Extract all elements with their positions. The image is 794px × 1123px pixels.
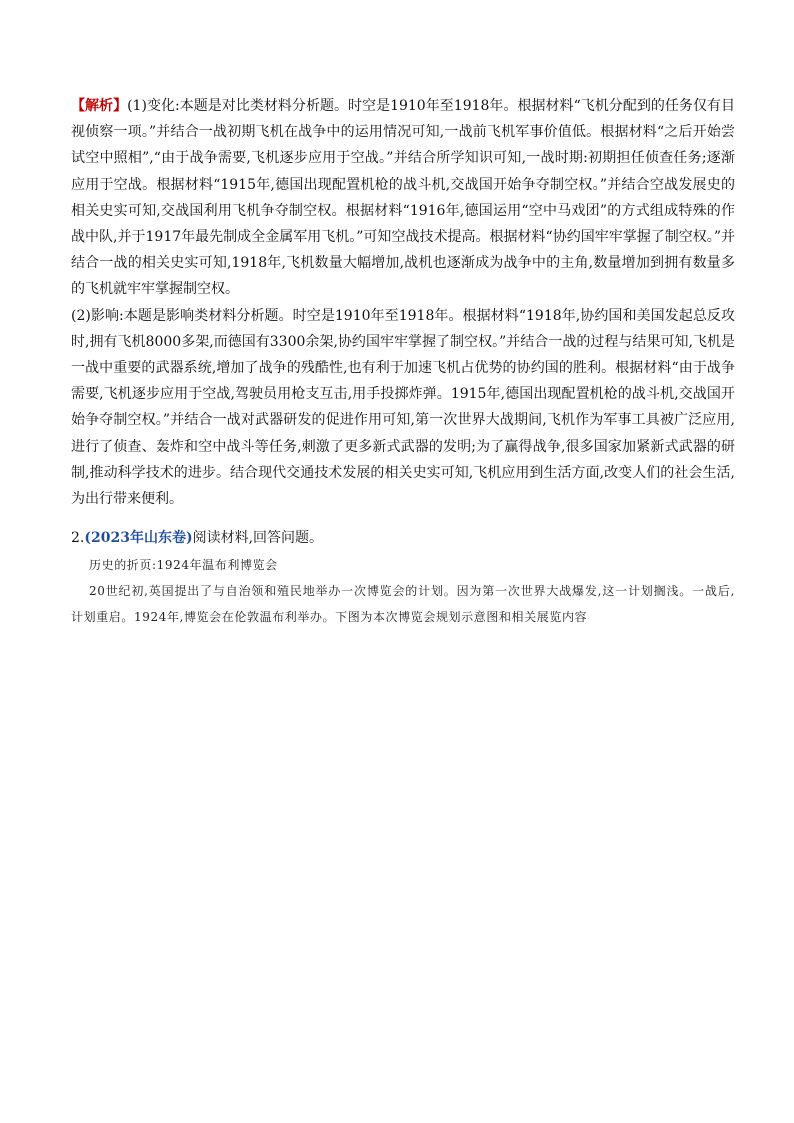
- question-source: (2023年山东卷): [84, 530, 193, 546]
- question-prompt: 阅读材料,回答问题。: [192, 530, 324, 546]
- analysis-part-1: [71, 93, 735, 303]
- question-2-heading: [71, 526, 735, 550]
- question-number: 2.: [71, 530, 85, 546]
- question-2-material: [71, 552, 735, 630]
- answer-analysis: [71, 93, 735, 512]
- material-body: 20世纪初,英国提出了与自治领和殖民地举办一次博览会的计划。因为第一次世界大战爆发,这一计划搁浅。一战后,计划重启。1924年,博览会在伦敦温布利举办。下图为本次博览会规划示意图和相关展览内容: [71, 584, 735, 624]
- material-title: 历史的折页:1924年温布利博览会: [89, 558, 278, 572]
- analysis-part-2: (2)影响:本题是影响类材料分析题。时空是1910年至1918年。根据材料“1918年,协约国和美国发起总反攻时,拥有飞机8000多架,而德国有3300余架,协约国牢牢掌握了制空权。”并结合一战的过程与结果可知,飞机是一战中重要的武器系统,增加了战争的残酷性,也有利于加速飞机占优势的协约国的胜利。根据材料“由于战争需要,飞机逐步应用于空战,驾驶员用枪支互击,用手投掷炸弹。1915年,德国出现配置机枪的战斗机,交战国开始争夺制空权。”并结合一战对武器研发的促进作用可知,第一次世界大战期间,飞机作为军事工具被广泛应用,进行了侦查、轰炸和空中战斗等任务,刺激了更多新式武器的发明;为了赢得战争,很多国家加紧新式武器的研制,推动科学技术的进步。结合现代交通技术发展的相关史实可知,飞机应用到生活方面,改变人们的社会生活,为出行带来便利。: [71, 307, 735, 508]
- analysis-part-1-text: (1)变化:本题是对比类材料分析题。时空是1910年至1918年。根据材料“飞机分配到的任务仅有目视侦察一项。”并结合一战初期飞机在战争中的运用情况可知,一战前飞机军事价值低。根据材料“之后开始尝试空中照相”,“由于战争需要,飞机逐步应用于空战。”并结合所学知识可知,一战时期:初期担任侦查任务;逐渐应用于空战。根据材料“1915年,德国出现配置机枪的战斗机,交战国开始争夺制空权。”并结合空战发展史的相关史实可知,交战国利用飞机争夺制空权。根据材料“1916年,德国运用“空中马戏团”的方式组成特殊的作战中队,并于1917年最先制成全金属军用飞机。”可知空战技术提高。根据材料“协约国牢牢掌握了制空权。”并结合一战的相关史实可知,1918年,飞机数量大幅增加,战机也逐渐成为战争中的主角,数量增加到拥有数量多的飞机就牢牢掌握制空权。: [71, 98, 735, 298]
- analysis-tag: 【解析】: [71, 98, 128, 114]
